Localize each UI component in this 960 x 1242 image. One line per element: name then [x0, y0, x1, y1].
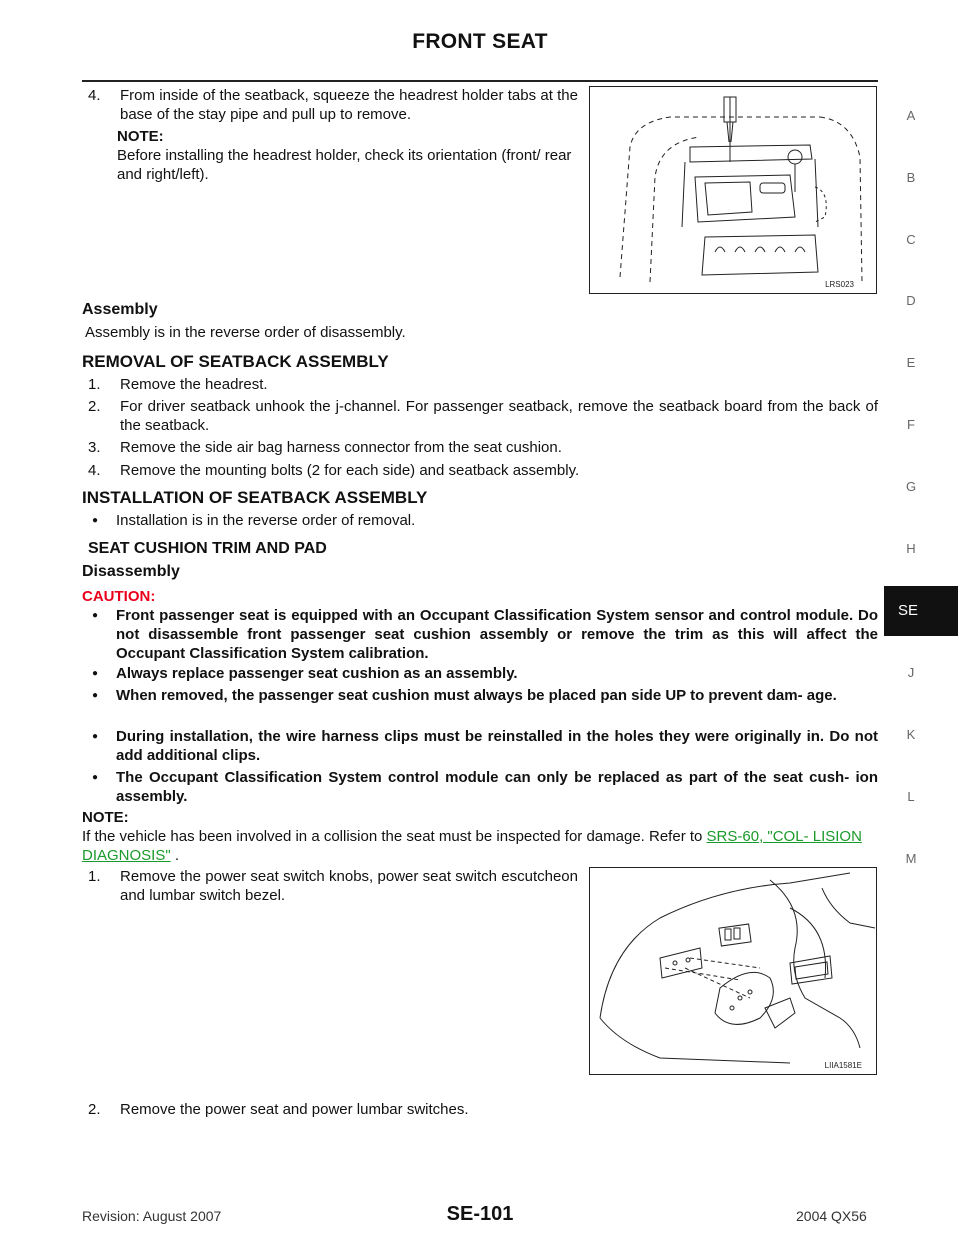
bullet-icon: ●: [92, 731, 99, 742]
section-index-k[interactable]: K: [906, 727, 916, 742]
figure-code: LRS023: [825, 280, 854, 289]
headrest-holder-illustration: [590, 87, 876, 293]
bullet-icon: ●: [92, 610, 99, 621]
assembly-text: Assembly is in the reverse order of disassembly.: [85, 324, 406, 341]
section-index-l[interactable]: L: [907, 789, 915, 804]
title-divider: [82, 80, 878, 82]
section-index-f[interactable]: F: [907, 417, 915, 432]
section-index-h[interactable]: H: [906, 541, 916, 556]
headrest-holder-figure: [589, 86, 877, 294]
section-index-m[interactable]: M: [905, 851, 917, 866]
figure-code: LIIA1581E: [824, 1061, 862, 1070]
model-label: 2004 QX56: [796, 1208, 867, 1224]
srs-60-link[interactable]: SRS-60, "COL- LISION DIAGNOSIS": [82, 828, 862, 864]
bullet-icon: ●: [92, 772, 99, 783]
section-index-g[interactable]: G: [905, 479, 917, 494]
page-title: FRONT SEAT: [412, 30, 548, 53]
step-text: From inside of the seatback, squeeze the headrest holder tabs at the base of the stay pipe and pull up to remove.: [120, 87, 578, 123]
bullet-icon: ●: [92, 515, 99, 526]
bullet-icon: ●: [92, 690, 99, 701]
note-text: Before installing the headrest holder, check its orientation (front/ rear and right/left).: [117, 147, 572, 183]
installation-heading: INSTALLATION OF SEATBACK ASSEMBLY: [82, 488, 428, 507]
note-label: NOTE:: [82, 809, 129, 826]
section-index-d[interactable]: D: [906, 293, 916, 308]
revision-date: Revision: August 2007: [82, 1208, 222, 1224]
section-index-c[interactable]: C: [906, 232, 916, 247]
bullet-icon: ●: [92, 668, 99, 679]
disassembly-heading: Disassembly: [82, 563, 180, 580]
page-number: SE-101: [446, 1203, 514, 1225]
section-index-a[interactable]: A: [906, 108, 916, 123]
section-tab-se[interactable]: SE: [884, 586, 958, 636]
collision-note: If the vehicle has been involved in a collision the seat must be inspected for damage. Refer to SRS-60, "COL- LISION DIAGNOSIS" .: [82, 828, 862, 864]
section-index-b[interactable]: B: [906, 170, 916, 185]
section-index-e[interactable]: E: [906, 355, 916, 370]
cushion-heading: SEAT CUSHION TRIM AND PAD: [88, 540, 327, 557]
caution-label: CAUTION:: [82, 588, 156, 605]
step-number: 4.: [88, 87, 101, 104]
removal-heading: REMOVAL OF SEATBACK ASSEMBLY: [82, 352, 389, 371]
switch-bezel-illustration: [590, 868, 876, 1074]
note-label: NOTE:: [117, 128, 164, 145]
assembly-heading: Assembly: [82, 301, 158, 318]
section-index-j[interactable]: J: [907, 665, 915, 680]
switch-bezel-figure: [589, 867, 877, 1075]
